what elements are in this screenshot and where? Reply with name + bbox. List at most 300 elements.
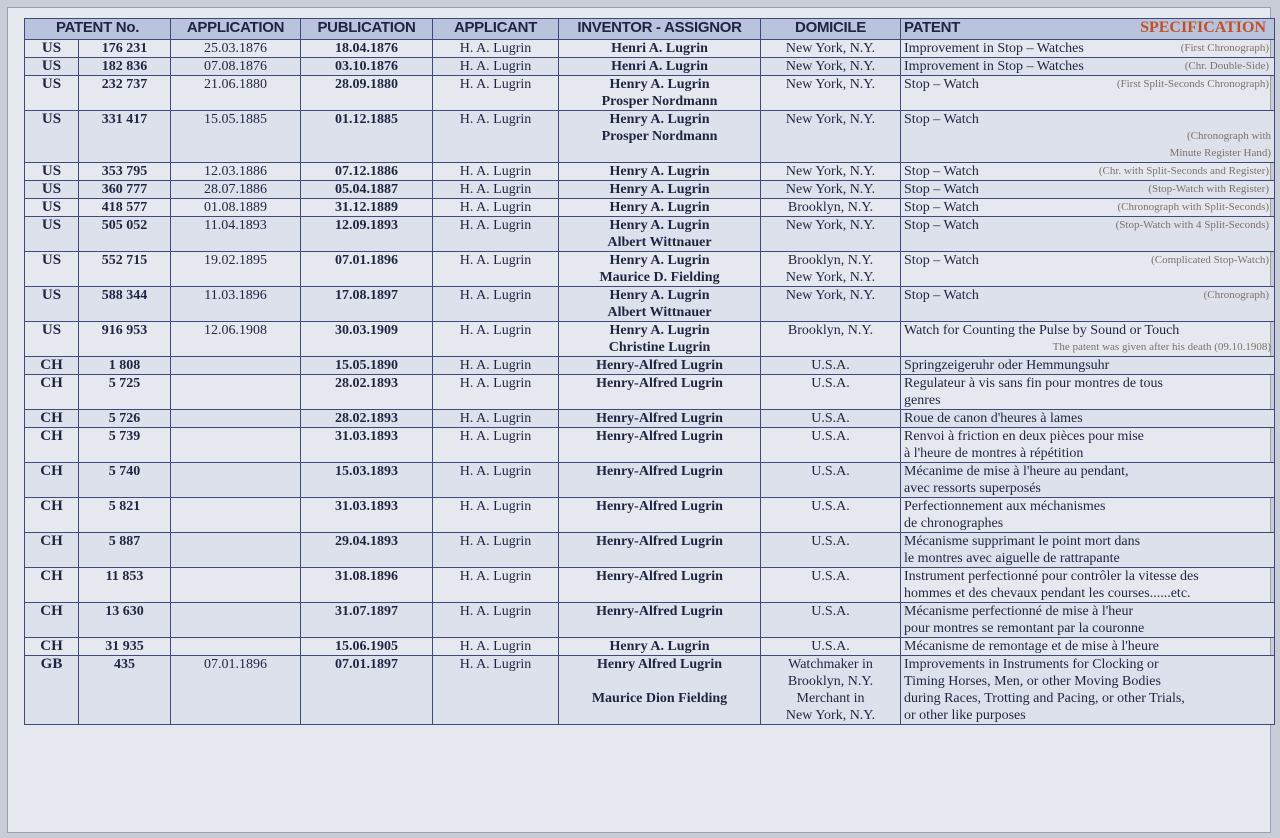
specification-note: (Stop-Watch with Register) xyxy=(1148,183,1270,195)
inventor-name: Henry A. Lugrin xyxy=(609,182,710,197)
specification-line xyxy=(904,199,1271,216)
applicant-cell: H. A. Lugrin xyxy=(433,656,559,725)
country-cell: CH xyxy=(25,428,79,463)
domicile-line: U.S.A. xyxy=(811,358,850,373)
applicant-cell: H. A. Lugrin xyxy=(433,410,559,428)
patent-number-cell: 5 821 xyxy=(79,498,171,533)
specification-cell xyxy=(901,287,1275,322)
specification-cell xyxy=(901,199,1275,217)
table-row xyxy=(25,357,1275,375)
domicile-cell xyxy=(761,252,901,287)
country-cell: US xyxy=(25,40,79,58)
specification-cell xyxy=(901,163,1275,181)
specification-cell xyxy=(901,111,1275,163)
country-cell: CH xyxy=(25,638,79,656)
domicile-line: New York, N.Y. xyxy=(785,708,876,723)
specification-note: (Chronograph with xyxy=(1187,130,1272,142)
publication-date-cell: 15.06.1905 xyxy=(301,638,433,656)
specification-cell xyxy=(901,498,1275,533)
specification-line: genres xyxy=(904,393,941,408)
table-row xyxy=(25,375,1275,410)
patent-number-cell: 435 xyxy=(79,656,171,725)
application-date-cell xyxy=(171,568,301,603)
inventor-cell xyxy=(559,357,761,375)
specification-cell xyxy=(901,40,1275,58)
specification-note: (Chr. Double-Side) xyxy=(1184,60,1270,72)
country-cell: CH xyxy=(25,533,79,568)
application-date-cell: 11.03.1896 xyxy=(171,287,301,322)
specification-text: Stop – Watch xyxy=(904,77,979,92)
domicile-line: U.S.A. xyxy=(811,411,850,426)
inventor-cell xyxy=(559,181,761,199)
country-cell: CH xyxy=(25,410,79,428)
domicile-cell xyxy=(761,568,901,603)
table-row xyxy=(25,111,1275,163)
table-body xyxy=(25,40,1275,725)
specification-note: (Chr. with Split-Seconds and Register) xyxy=(1098,165,1270,177)
applicant-cell: H. A. Lugrin xyxy=(433,603,559,638)
inventor-name: Henry A. Lugrin xyxy=(609,112,710,127)
specification-line xyxy=(904,76,1271,93)
inventor-cell xyxy=(559,252,761,287)
inventor-name: Henry A. Lugrin xyxy=(609,253,710,268)
applicant-cell: H. A. Lugrin xyxy=(433,40,559,58)
patent-number-cell: 176 231 xyxy=(79,40,171,58)
publication-date-cell: 28.02.1893 xyxy=(301,410,433,428)
inventor-name: Henry-Alfred Lugrin xyxy=(596,429,723,444)
specification-cell xyxy=(901,410,1275,428)
inventor-name: Henry-Alfred Lugrin xyxy=(596,534,723,549)
domicile-line: Brooklyn, N.Y. xyxy=(787,253,874,268)
domicile-line: New York, N.Y. xyxy=(785,164,876,179)
inventor-name: Henry-Alfred Lugrin xyxy=(596,464,723,479)
domicile-line: U.S.A. xyxy=(811,639,850,654)
table-row xyxy=(25,656,1275,725)
specification-line: Instrument perfectionné pour contrôler la vitesse des xyxy=(904,569,1199,584)
inventor-name: Henry A. Lugrin xyxy=(609,639,710,654)
table-row xyxy=(25,181,1275,199)
domicile-line: Watchmaker in xyxy=(788,657,873,672)
specification-cell xyxy=(901,181,1275,199)
inventor-cell xyxy=(559,163,761,181)
domicile-cell xyxy=(761,217,901,252)
patent-number-cell: 5 740 xyxy=(79,463,171,498)
patent-number-cell: 505 052 xyxy=(79,217,171,252)
specification-text: Stop – Watch xyxy=(904,182,979,197)
specification-text: Improvement in Stop – Watches xyxy=(904,41,1084,56)
application-date-cell: 12.06.1908 xyxy=(171,322,301,357)
publication-date-cell: 07.12.1886 xyxy=(301,163,433,181)
specification-line xyxy=(904,252,1271,269)
domicile-cell xyxy=(761,533,901,568)
specification-cell xyxy=(901,463,1275,498)
applicant-cell: H. A. Lugrin xyxy=(433,638,559,656)
inventor-cell xyxy=(559,287,761,322)
domicile-cell xyxy=(761,111,901,163)
domicile-cell xyxy=(761,163,901,181)
application-date-cell xyxy=(171,638,301,656)
inventor-name: Henry A. Lugrin xyxy=(609,164,710,179)
country-cell: US xyxy=(25,163,79,181)
application-date-cell xyxy=(171,498,301,533)
specification-line: during Races, Trotting and Pacing, or other Trials, xyxy=(904,691,1185,706)
application-date-cell xyxy=(171,410,301,428)
table-row xyxy=(25,40,1275,58)
specification-cell xyxy=(901,217,1275,252)
application-date-cell xyxy=(171,463,301,498)
domicile-line: Brooklyn, N.Y. xyxy=(787,200,874,215)
applicant-cell: H. A. Lugrin xyxy=(433,375,559,410)
inventor-cell xyxy=(559,199,761,217)
domicile-cell xyxy=(761,287,901,322)
inventor-name: Christine Lugrin xyxy=(608,340,711,355)
country-cell: US xyxy=(25,76,79,111)
specification-line: Renvoi à friction en deux pièces pour mise xyxy=(904,429,1144,444)
country-cell: US xyxy=(25,111,79,163)
domicile-line: U.S.A. xyxy=(811,499,850,514)
country-cell: CH xyxy=(25,568,79,603)
domicile-cell xyxy=(761,463,901,498)
table-row xyxy=(25,217,1275,252)
inventor-cell xyxy=(559,217,761,252)
country-cell: CH xyxy=(25,375,79,410)
domicile-line: U.S.A. xyxy=(811,569,850,584)
specification-line: hommes et des chevaux pendant les courses......etc. xyxy=(904,586,1191,601)
specification-line: Timing Horses, Men, or other Moving Bodies xyxy=(904,674,1161,689)
inventor-name: Henry A. Lugrin xyxy=(609,288,710,303)
patent-number-cell: 916 953 xyxy=(79,322,171,357)
specification-text: Stop – Watch xyxy=(904,288,979,303)
table-row xyxy=(25,603,1275,638)
application-date-cell: 07.08.1876 xyxy=(171,58,301,76)
header-specification: SPECIFICATION xyxy=(1140,19,1267,36)
application-date-cell: 25.03.1876 xyxy=(171,40,301,58)
domicile-cell xyxy=(761,322,901,357)
specification-note: (Chronograph with Split-Seconds) xyxy=(1117,201,1270,213)
table-row xyxy=(25,533,1275,568)
publication-date-cell: 31.08.1896 xyxy=(301,568,433,603)
domicile-cell xyxy=(761,181,901,199)
publication-date-cell: 03.10.1876 xyxy=(301,58,433,76)
specification-text: Stop – Watch xyxy=(904,218,979,233)
patent-number-cell: 182 836 xyxy=(79,58,171,76)
domicile-cell xyxy=(761,76,901,111)
country-cell: US xyxy=(25,252,79,287)
country-cell: US xyxy=(25,199,79,217)
domicile-cell xyxy=(761,603,901,638)
domicile-cell xyxy=(761,357,901,375)
specification-line: or other like purposes xyxy=(904,708,1026,723)
inventor-cell xyxy=(559,656,761,725)
inventor-name: Henri A. Lugrin xyxy=(611,41,708,56)
domicile-cell xyxy=(761,375,901,410)
publication-date-cell: 31.03.1893 xyxy=(301,428,433,463)
table-row xyxy=(25,287,1275,322)
country-cell: GB xyxy=(25,656,79,725)
domicile-cell xyxy=(761,40,901,58)
specification-line xyxy=(904,58,1271,75)
publication-date-cell: 30.03.1909 xyxy=(301,322,433,357)
domicile-line: U.S.A. xyxy=(811,604,850,619)
domicile-line: New York, N.Y. xyxy=(785,182,876,197)
specification-note: (First Split-Seconds Chronograph) xyxy=(1116,78,1270,90)
inventor-name: Henry-Alfred Lugrin xyxy=(596,604,723,619)
domicile-line: Brooklyn, N.Y. xyxy=(787,674,874,689)
specification-cell xyxy=(901,568,1275,603)
patent-number-cell: 13 630 xyxy=(79,603,171,638)
header-patent-specification xyxy=(901,19,1275,40)
inventor-name: Prosper Nordmann xyxy=(601,94,718,109)
publication-date-cell: 31.03.1893 xyxy=(301,498,433,533)
application-date-cell xyxy=(171,357,301,375)
patent-number-cell: 11 853 xyxy=(79,568,171,603)
domicile-cell xyxy=(761,638,901,656)
inventor-name xyxy=(562,673,757,690)
table-row xyxy=(25,252,1275,287)
specification-line: Perfectionnement aux méchanismes xyxy=(904,499,1106,514)
country-cell: CH xyxy=(25,357,79,375)
specification-line: Roue de canon d'heures à lames xyxy=(904,411,1083,426)
application-date-cell: 28.07.1886 xyxy=(171,181,301,199)
inventor-cell xyxy=(559,375,761,410)
table-row xyxy=(25,638,1275,656)
publication-date-cell: 12.09.1893 xyxy=(301,217,433,252)
applicant-cell: H. A. Lugrin xyxy=(433,498,559,533)
inventor-name: Henri A. Lugrin xyxy=(611,59,708,74)
specification-line xyxy=(904,217,1271,234)
domicile-cell xyxy=(761,656,901,725)
country-cell: US xyxy=(25,181,79,199)
table-row xyxy=(25,410,1275,428)
publication-date-cell: 31.12.1889 xyxy=(301,199,433,217)
publication-date-cell: 18.04.1876 xyxy=(301,40,433,58)
applicant-cell: H. A. Lugrin xyxy=(433,217,559,252)
patent-number-cell: 5 726 xyxy=(79,410,171,428)
table-row xyxy=(25,163,1275,181)
domicile-cell xyxy=(761,428,901,463)
application-date-cell xyxy=(171,428,301,463)
specification-line: de chronographes xyxy=(904,516,1004,531)
domicile-cell xyxy=(761,498,901,533)
applicant-cell: H. A. Lugrin xyxy=(433,568,559,603)
header-publication: PUBLICATION xyxy=(301,19,433,40)
domicile-line: U.S.A. xyxy=(811,429,850,444)
specification-line: Mécanisme perfectionné de mise à l'heur xyxy=(904,604,1134,619)
publication-date-cell: 05.04.1887 xyxy=(301,181,433,199)
inventor-name: Henry-Alfred Lugrin xyxy=(596,499,723,514)
inventor-cell xyxy=(559,76,761,111)
patent-number-cell: 353 795 xyxy=(79,163,171,181)
table-row xyxy=(25,463,1275,498)
application-date-cell: 15.05.1885 xyxy=(171,111,301,163)
specification-text: Improvement in Stop – Watches xyxy=(904,59,1084,74)
specification-note: (Stop-Watch with 4 Split-Seconds) xyxy=(1115,219,1270,231)
domicile-line: New York, N.Y. xyxy=(785,112,876,127)
domicile-line: New York, N.Y. xyxy=(785,59,876,74)
publication-date-cell: 15.03.1893 xyxy=(301,463,433,498)
specification-line xyxy=(904,40,1271,57)
inventor-name: Prosper Nordmann xyxy=(601,129,718,144)
inventor-name: Henry-Alfred Lugrin xyxy=(596,376,723,391)
document-sheet xyxy=(8,8,1270,832)
specification-note: (Complicated Stop-Watch) xyxy=(1151,254,1270,266)
specification-line xyxy=(904,181,1271,198)
inventor-cell xyxy=(559,568,761,603)
specification-line: Mécanisme supprimant le point mort dans xyxy=(904,534,1141,549)
specification-note: Minute Register Hand) xyxy=(1169,147,1272,159)
inventor-name: Albert Wittnauer xyxy=(607,235,712,250)
inventor-name: Maurice Dion Fielding xyxy=(591,691,728,706)
specification-line: Springzeigeruhr oder Hemmungsuhr xyxy=(904,358,1110,373)
table-row xyxy=(25,76,1275,111)
publication-date-cell: 31.07.1897 xyxy=(301,603,433,638)
inventor-cell xyxy=(559,410,761,428)
domicile-line: Merchant in xyxy=(796,691,865,706)
applicant-cell: H. A. Lugrin xyxy=(433,533,559,568)
inventor-cell xyxy=(559,40,761,58)
application-date-cell: 07.01.1896 xyxy=(171,656,301,725)
specification-note: The patent was given after his death (09.10.1908) xyxy=(1052,341,1272,353)
domicile-line: New York, N.Y. xyxy=(785,77,876,92)
specification-line: Mécanime de mise à l'heure au pendant, xyxy=(904,464,1129,479)
publication-date-cell: 07.01.1897 xyxy=(301,656,433,725)
patent-number-cell: 5 739 xyxy=(79,428,171,463)
inventor-name: Henry Alfred Lugrin xyxy=(597,657,722,672)
country-cell: US xyxy=(25,217,79,252)
applicant-cell: H. A. Lugrin xyxy=(433,287,559,322)
inventor-name: Henry A. Lugrin xyxy=(609,77,710,92)
inventor-name: Henry-Alfred Lugrin xyxy=(596,569,723,584)
table-row xyxy=(25,199,1275,217)
inventor-cell xyxy=(559,428,761,463)
applicant-cell: H. A. Lugrin xyxy=(433,181,559,199)
inventor-cell xyxy=(559,463,761,498)
specification-cell xyxy=(901,656,1275,725)
country-cell: CH xyxy=(25,463,79,498)
publication-date-cell: 07.01.1896 xyxy=(301,252,433,287)
applicant-cell: H. A. Lugrin xyxy=(433,199,559,217)
header-patent-no: PATENT No. xyxy=(25,19,171,40)
applicant-cell: H. A. Lugrin xyxy=(433,357,559,375)
applicant-cell: H. A. Lugrin xyxy=(433,163,559,181)
application-date-cell: 01.08.1889 xyxy=(171,199,301,217)
header-inventor: INVENTOR - ASSIGNOR xyxy=(559,19,761,40)
specification-line: pour montres se remontant par la couronne xyxy=(904,621,1145,636)
publication-date-cell: 28.09.1880 xyxy=(301,76,433,111)
patent-number-cell: 232 737 xyxy=(79,76,171,111)
specification-line xyxy=(904,287,1271,304)
inventor-name: Henry A. Lugrin xyxy=(609,200,710,215)
table-row xyxy=(25,568,1275,603)
specification-cell xyxy=(901,533,1275,568)
application-date-cell xyxy=(171,603,301,638)
publication-date-cell: 01.12.1885 xyxy=(301,111,433,163)
domicile-line: New York, N.Y. xyxy=(785,288,876,303)
patent-number-cell: 1 808 xyxy=(79,357,171,375)
application-date-cell xyxy=(171,533,301,568)
application-date-cell: 21.06.1880 xyxy=(171,76,301,111)
specification-note: (First Chronograph) xyxy=(1180,42,1270,54)
inventor-name: Henry A. Lugrin xyxy=(609,323,710,338)
patent-table xyxy=(24,18,1275,725)
domicile-line: U.S.A. xyxy=(811,376,850,391)
specification-cell xyxy=(901,76,1275,111)
inventor-name: Albert Wittnauer xyxy=(607,305,712,320)
header-row xyxy=(25,19,1275,40)
patent-number-cell: 31 935 xyxy=(79,638,171,656)
country-cell: US xyxy=(25,287,79,322)
table-row xyxy=(25,58,1275,76)
specification-line: avec ressorts superposés xyxy=(904,481,1041,496)
header-application: APPLICATION xyxy=(171,19,301,40)
patent-number-cell: 5 887 xyxy=(79,533,171,568)
application-date-cell xyxy=(171,375,301,410)
domicile-cell xyxy=(761,58,901,76)
specification-text: Stop – Watch xyxy=(904,200,979,215)
header-domicile: DOMICILE xyxy=(761,19,901,40)
patent-number-cell: 331 417 xyxy=(79,111,171,163)
inventor-cell xyxy=(559,58,761,76)
specification-line: Improvements in Instruments for Clocking or xyxy=(904,657,1159,672)
applicant-cell: H. A. Lugrin xyxy=(433,463,559,498)
applicant-cell: H. A. Lugrin xyxy=(433,76,559,111)
specification-text: Stop – Watch xyxy=(904,253,979,268)
inventor-name: Henry-Alfred Lugrin xyxy=(596,411,723,426)
domicile-line: Brooklyn, N.Y. xyxy=(787,323,874,338)
publication-date-cell: 15.05.1890 xyxy=(301,357,433,375)
inventor-cell xyxy=(559,533,761,568)
country-cell: US xyxy=(25,58,79,76)
inventor-cell xyxy=(559,111,761,163)
specification-cell xyxy=(901,357,1275,375)
inventor-cell xyxy=(559,638,761,656)
domicile-line: U.S.A. xyxy=(811,464,850,479)
patent-number-cell: 5 725 xyxy=(79,375,171,410)
applicant-cell: H. A. Lugrin xyxy=(433,252,559,287)
domicile-line: New York, N.Y. xyxy=(785,41,876,56)
specification-cell xyxy=(901,603,1275,638)
specification-line: Stop – Watch xyxy=(904,112,979,127)
applicant-cell: H. A. Lugrin xyxy=(433,58,559,76)
applicant-cell: H. A. Lugrin xyxy=(433,111,559,163)
inventor-name: Henry A. Lugrin xyxy=(609,218,710,233)
inventor-cell xyxy=(559,322,761,357)
table-row xyxy=(25,322,1275,357)
specification-cell xyxy=(901,252,1275,287)
application-date-cell: 12.03.1886 xyxy=(171,163,301,181)
domicile-line: New York, N.Y. xyxy=(785,270,876,285)
patent-number-cell: 552 715 xyxy=(79,252,171,287)
specification-line: Mécanisme de remontage et de mise à l'heure xyxy=(904,639,1159,654)
inventor-cell xyxy=(559,498,761,533)
specification-cell xyxy=(901,638,1275,656)
table-row xyxy=(25,428,1275,463)
publication-date-cell: 17.08.1897 xyxy=(301,287,433,322)
inventor-name: Maurice D. Fielding xyxy=(599,270,720,285)
table-row xyxy=(25,498,1275,533)
specification-text: Stop – Watch xyxy=(904,164,979,179)
domicile-line: New York, N.Y. xyxy=(785,218,876,233)
applicant-cell: H. A. Lugrin xyxy=(433,428,559,463)
country-cell: CH xyxy=(25,498,79,533)
publication-date-cell: 28.02.1893 xyxy=(301,375,433,410)
patent-number-cell: 588 344 xyxy=(79,287,171,322)
application-date-cell: 19.02.1895 xyxy=(171,252,301,287)
header-patent: PATENT xyxy=(904,19,960,36)
domicile-cell xyxy=(761,199,901,217)
inventor-name: Henry-Alfred Lugrin xyxy=(596,358,723,373)
country-cell: US xyxy=(25,322,79,357)
